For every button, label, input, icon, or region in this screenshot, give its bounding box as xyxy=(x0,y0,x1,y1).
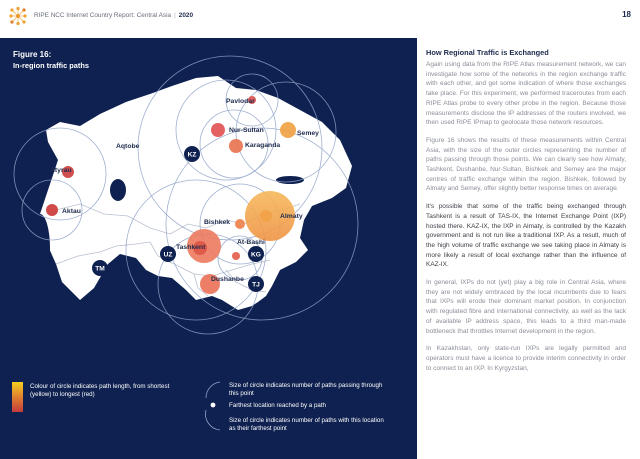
article-heading: How Regional Traffic is Exchanged xyxy=(426,48,549,57)
city-label-at-bashi: At-Bashi xyxy=(237,239,265,246)
legend-farthest-dot-icon xyxy=(211,403,216,408)
report-title: RIPE NCC Internet Country Report: Central Asia xyxy=(34,12,172,19)
legend-color-note: Colour of circle indicates path length, from shortest (yellow) to longest (red) xyxy=(30,383,170,399)
country-label-uz: UZ xyxy=(163,251,173,259)
report-year: 2020 xyxy=(178,12,193,19)
article-paragraph: Figure 16 shows the results of these measurements within Central Asia, with the size of the outer circles representing the number of paths passing through those points. We can clearly see how Almaty, Tashkent, Dushanbe, Nur-Sultan, Bishkek and Semey are the major centres of traffic exchange within the region. Bishkek, followed by Almaty and Semey, offer slightly better response times on average. xyxy=(426,136,626,193)
country-label-kg: KG xyxy=(251,251,261,259)
country-label-kz: KZ xyxy=(187,151,197,159)
article-column xyxy=(426,48,626,381)
ripe-ncc-logo-icon xyxy=(8,6,28,26)
country-label-tm: TM xyxy=(95,265,105,273)
figure-title: In-region traffic paths xyxy=(13,61,89,70)
city-label-semey: Semey xyxy=(297,130,319,137)
city-label-aktau: Aktau xyxy=(62,208,81,215)
city-label-almaty: Almaty xyxy=(280,213,303,220)
article-paragraph: Again using data from the RIPE Atlas measurement network, we can investigate how some of the networks in the region exchange traffic with each other, and get some indication of where those exchanges take place. For this experiment, we performed traceroutes from each RIPE Atlas probe to every other probe in the region. Because those measurements disclose the IP addresses of the routers involved, we then used RIPE IPmap to geolocate those network resources. xyxy=(426,61,626,127)
caspian-sea xyxy=(30,214,50,282)
city-label-karaganda: Karaganda xyxy=(245,142,281,149)
city-label-nur-sultan: Nur-Sultan xyxy=(229,127,264,134)
city-label-bishkek: Bishkek xyxy=(204,219,231,226)
city-label-tashkent: Tashkent xyxy=(176,244,206,251)
legend-path-circle-icon xyxy=(206,382,220,398)
figure-number: Figure 16: xyxy=(13,50,52,59)
aral-sea xyxy=(110,179,126,201)
article-paragraph: In Kazakhstan, only state-run IXPs are legally permitted and operators must have a licence to provide interim connectivity in order to connect to an IXP. In Kyrgyzstan, xyxy=(426,345,626,372)
page-number: 18 xyxy=(622,10,631,19)
city-label-pavlodar: Pavlodar xyxy=(226,98,255,105)
city-label-dushanbe: Dushanbe xyxy=(211,276,244,283)
country-label-tj: TJ xyxy=(252,281,260,289)
legend-size-farthest: Size of circle indicates number of paths with this location as their farthest point xyxy=(229,417,384,433)
legend-size-paths: Size of circle indicates number of paths passing through this point xyxy=(229,382,383,398)
path-length-gradient xyxy=(12,382,23,412)
figure-panel xyxy=(0,38,417,459)
header-title: RIPE NCC Internet Country Report: Central Asia | 2020 xyxy=(34,12,193,19)
city-label-aqtobe: Aqtobe xyxy=(116,143,140,150)
article-paragraph: It's possible that some of the traffic being exchanged through Tashkent is a result of TAS-IX, the Internet Exchange Point (IXP) hosted there. KAZ-IX, the IXP in Almaty, is controlled by the Kazakh government and is not run like a traditional IXP. As a result, much of the high volume of traffic exchange we see taking place in Almaty is more likely a result of local exchange rather than the influence of KAZ-IX. xyxy=(426,203,626,269)
city-label-atyrau: Atyrau xyxy=(50,167,72,174)
page-header xyxy=(0,0,640,38)
legend-farthest-circle-icon xyxy=(205,410,220,430)
article-paragraph: In general, IXPs do not (yet) play a big role in Central Asia, where they are not widely embraced by the local incumbents due to fears that IXPs will erode their dominant market position. In conjunction with regulated fibre and international connectivity, as well as the lack of available IP address space, this leads to a third man-made bottleneck that throttles Internet development in the region. xyxy=(426,279,626,335)
legend-farthest: Farthest location reached by a path xyxy=(229,402,326,409)
